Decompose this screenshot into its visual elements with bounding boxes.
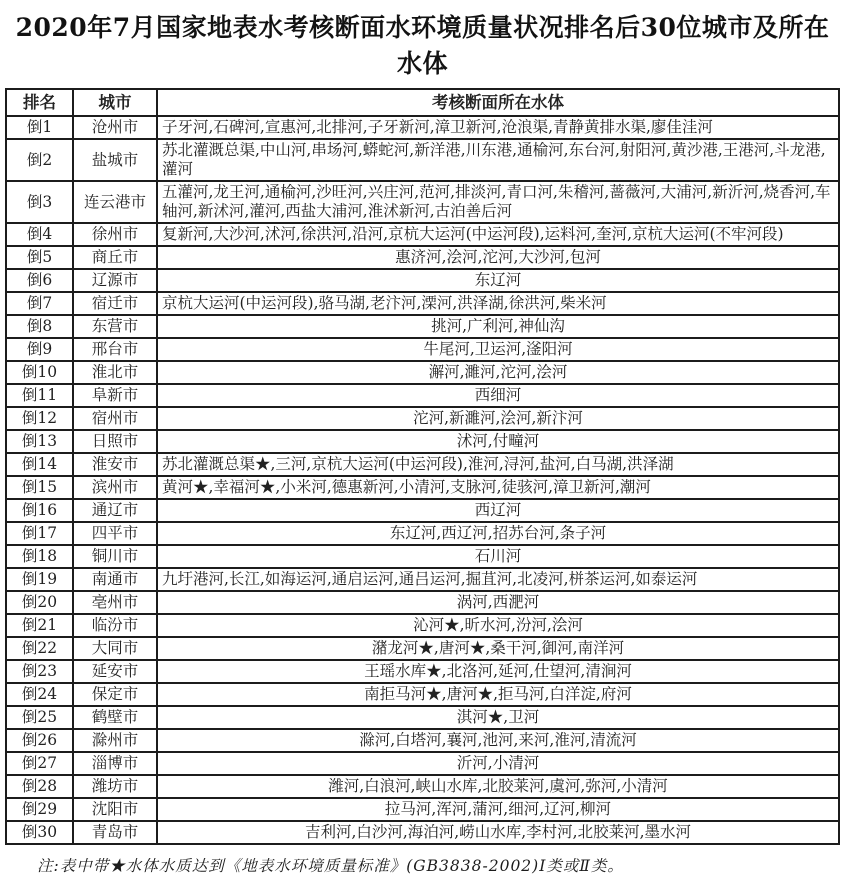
rank-cell: 倒29 — [6, 798, 73, 821]
rank-cell: 倒26 — [6, 729, 73, 752]
city-cell: 四平市 — [73, 522, 157, 545]
waters-cell: 南拒马河★,唐河★,拒马河,白洋淀,府河 — [157, 683, 839, 706]
city-cell: 盐城市 — [73, 139, 157, 181]
city-cell: 沧州市 — [73, 116, 157, 139]
table-row — [6, 223, 839, 246]
waters-cell: 子牙河,石碑河,宣惠河,北排河,子牙新河,漳卫新河,沧浪渠,青静黄排水渠,廖佳洼河 — [157, 116, 839, 139]
table-row — [6, 660, 839, 683]
rank-cell: 倒28 — [6, 775, 73, 798]
table-body — [6, 116, 839, 844]
city-cell: 潍坊市 — [73, 775, 157, 798]
city-cell: 沈阳市 — [73, 798, 157, 821]
rank-cell: 倒12 — [6, 407, 73, 430]
table-row — [6, 752, 839, 775]
city-cell: 宿迁市 — [73, 292, 157, 315]
rank-cell: 倒19 — [6, 568, 73, 591]
rank-cell: 倒5 — [6, 246, 73, 269]
waters-cell: 挑河,广利河,神仙沟 — [157, 315, 839, 338]
table-row — [6, 338, 839, 361]
waters-cell: 沱河,新濉河,浍河,新汴河 — [157, 407, 839, 430]
city-cell: 淄博市 — [73, 752, 157, 775]
table-row — [6, 591, 839, 614]
waters-cell: 拉马河,浑河,蒲河,细河,辽河,柳河 — [157, 798, 839, 821]
waters-cell: 潍河,白浪河,峡山水库,北胶莱河,虞河,弥河,小清河 — [157, 775, 839, 798]
city-cell: 东营市 — [73, 315, 157, 338]
rank-cell: 倒3 — [6, 181, 73, 223]
city-cell: 辽源市 — [73, 269, 157, 292]
header-city: 城市 — [73, 89, 157, 116]
waters-cell: 东辽河 — [157, 269, 839, 292]
table-row — [6, 729, 839, 752]
waters-cell: 牛尾河,卫运河,滏阳河 — [157, 338, 839, 361]
rank-cell: 倒4 — [6, 223, 73, 246]
city-cell: 鹤壁市 — [73, 706, 157, 729]
waters-cell: 澥河,濉河,沱河,浍河 — [157, 361, 839, 384]
table-row — [6, 246, 839, 269]
waters-cell: 九圩港河,长江,如海运河,通启运河,通吕运河,掘苴河,北凌河,栟茶运河,如泰运河 — [157, 568, 839, 591]
waters-cell: 惠济河,浍河,沱河,大沙河,包河 — [157, 246, 839, 269]
table-row — [6, 361, 839, 384]
water-quality-table — [5, 88, 840, 845]
waters-cell: 西辽河 — [157, 499, 839, 522]
waters-cell: 苏北灌溉总渠,中山河,串场河,蟒蛇河,新洋港,川东港,通榆河,东台河,射阳河,黄沙港,王港河,斗龙港,灌河 — [157, 139, 839, 181]
city-cell: 铜川市 — [73, 545, 157, 568]
header-row — [6, 89, 839, 116]
city-cell: 连云港市 — [73, 181, 157, 223]
waters-cell: 东辽河,西辽河,招苏台河,条子河 — [157, 522, 839, 545]
city-cell: 徐州市 — [73, 223, 157, 246]
rank-cell: 倒2 — [6, 139, 73, 181]
city-cell: 保定市 — [73, 683, 157, 706]
rank-cell: 倒27 — [6, 752, 73, 775]
table-row — [6, 139, 839, 181]
waters-cell: 沂河,小清河 — [157, 752, 839, 775]
table-row — [6, 821, 839, 844]
header-waters: 考核断面所在水体 — [157, 89, 839, 116]
city-cell: 临汾市 — [73, 614, 157, 637]
waters-cell: 京杭大运河(中运河段),骆马湖,老汴河,溧河,洪泽湖,徐洪河,柴米河 — [157, 292, 839, 315]
table-header — [6, 89, 839, 116]
rank-cell: 倒10 — [6, 361, 73, 384]
rank-cell: 倒22 — [6, 637, 73, 660]
rank-cell: 倒20 — [6, 591, 73, 614]
rank-cell: 倒21 — [6, 614, 73, 637]
header-rank: 排名 — [6, 89, 73, 116]
table-row — [6, 430, 839, 453]
waters-cell: 五灌河,龙王河,通榆河,沙旺河,兴庄河,范河,排淡河,青口河,朱稽河,蔷薇河,大浦河,新沂河,烧香河,车轴河,新沭河,灌河,西盐大浦河,淮沭新河,古泊善后河 — [157, 181, 839, 223]
table-row — [6, 476, 839, 499]
rank-cell: 倒7 — [6, 292, 73, 315]
table-row — [6, 453, 839, 476]
waters-cell: 滁河,白塔河,襄河,池河,来河,淮河,清流河 — [157, 729, 839, 752]
rank-cell: 倒24 — [6, 683, 73, 706]
table-row — [6, 407, 839, 430]
city-cell: 青岛市 — [73, 821, 157, 844]
footnote: 注:表中带★水体水质达到《地表水环境质量标准》(GB3838-2002)Ⅰ类或Ⅱ类。 — [37, 857, 624, 875]
city-cell: 日照市 — [73, 430, 157, 453]
table-row — [6, 181, 839, 223]
table-row — [6, 384, 839, 407]
waters-cell: 涡河,西淝河 — [157, 591, 839, 614]
waters-cell: 淇河★,卫河 — [157, 706, 839, 729]
rank-cell: 倒6 — [6, 269, 73, 292]
table-row — [6, 568, 839, 591]
rank-cell: 倒8 — [6, 315, 73, 338]
city-cell: 南通市 — [73, 568, 157, 591]
table-row — [6, 269, 839, 292]
city-cell: 邢台市 — [73, 338, 157, 361]
city-cell: 通辽市 — [73, 499, 157, 522]
table-row — [6, 116, 839, 139]
table-row — [6, 614, 839, 637]
rank-cell: 倒15 — [6, 476, 73, 499]
table-row — [6, 775, 839, 798]
waters-cell: 石川河 — [157, 545, 839, 568]
city-cell: 淮北市 — [73, 361, 157, 384]
rank-cell: 倒11 — [6, 384, 73, 407]
table-row — [6, 292, 839, 315]
city-cell: 滁州市 — [73, 729, 157, 752]
city-cell: 滨州市 — [73, 476, 157, 499]
city-cell: 商丘市 — [73, 246, 157, 269]
rank-cell: 倒25 — [6, 706, 73, 729]
rank-cell: 倒1 — [6, 116, 73, 139]
waters-cell: 沭河,付疃河 — [157, 430, 839, 453]
city-cell: 淮安市 — [73, 453, 157, 476]
waters-cell: 复新河,大沙河,沭河,徐洪河,沿河,京杭大运河(中运河段),运料河,奎河,京杭大运河(不牢河段) — [157, 223, 839, 246]
waters-cell: 沁河★,昕水河,汾河,浍河 — [157, 614, 839, 637]
waters-cell: 西细河 — [157, 384, 839, 407]
city-cell: 亳州市 — [73, 591, 157, 614]
table-row — [6, 706, 839, 729]
page-title: 2020年7月国家地表水考核断面水环境质量状况排名后30位城市及所在水体 — [15, 13, 830, 78]
table-row — [6, 683, 839, 706]
city-cell: 阜新市 — [73, 384, 157, 407]
table-row — [6, 315, 839, 338]
city-cell: 延安市 — [73, 660, 157, 683]
rank-cell: 倒14 — [6, 453, 73, 476]
waters-cell: 王瑶水库★,北洛河,延河,仕望河,清涧河 — [157, 660, 839, 683]
waters-cell: 苏北灌溉总渠★,三河,京杭大运河(中运河段),淮河,浔河,盐河,白马湖,洪泽湖 — [157, 453, 839, 476]
table-row — [6, 522, 839, 545]
rank-cell: 倒16 — [6, 499, 73, 522]
table-row — [6, 545, 839, 568]
rank-cell: 倒9 — [6, 338, 73, 361]
waters-cell: 潴龙河★,唐河★,桑干河,御河,南洋河 — [157, 637, 839, 660]
rank-cell: 倒30 — [6, 821, 73, 844]
city-cell: 大同市 — [73, 637, 157, 660]
city-cell: 宿州市 — [73, 407, 157, 430]
rank-cell: 倒23 — [6, 660, 73, 683]
table-row — [6, 637, 839, 660]
waters-cell: 黄河★,幸福河★,小米河,德惠新河,小清河,支脉河,徒骇河,漳卫新河,潮河 — [157, 476, 839, 499]
rank-cell: 倒18 — [6, 545, 73, 568]
waters-cell: 吉利河,白沙河,海泊河,崂山水库,李村河,北胶莱河,墨水河 — [157, 821, 839, 844]
rank-cell: 倒13 — [6, 430, 73, 453]
rank-cell: 倒17 — [6, 522, 73, 545]
table-row — [6, 499, 839, 522]
table-row — [6, 798, 839, 821]
